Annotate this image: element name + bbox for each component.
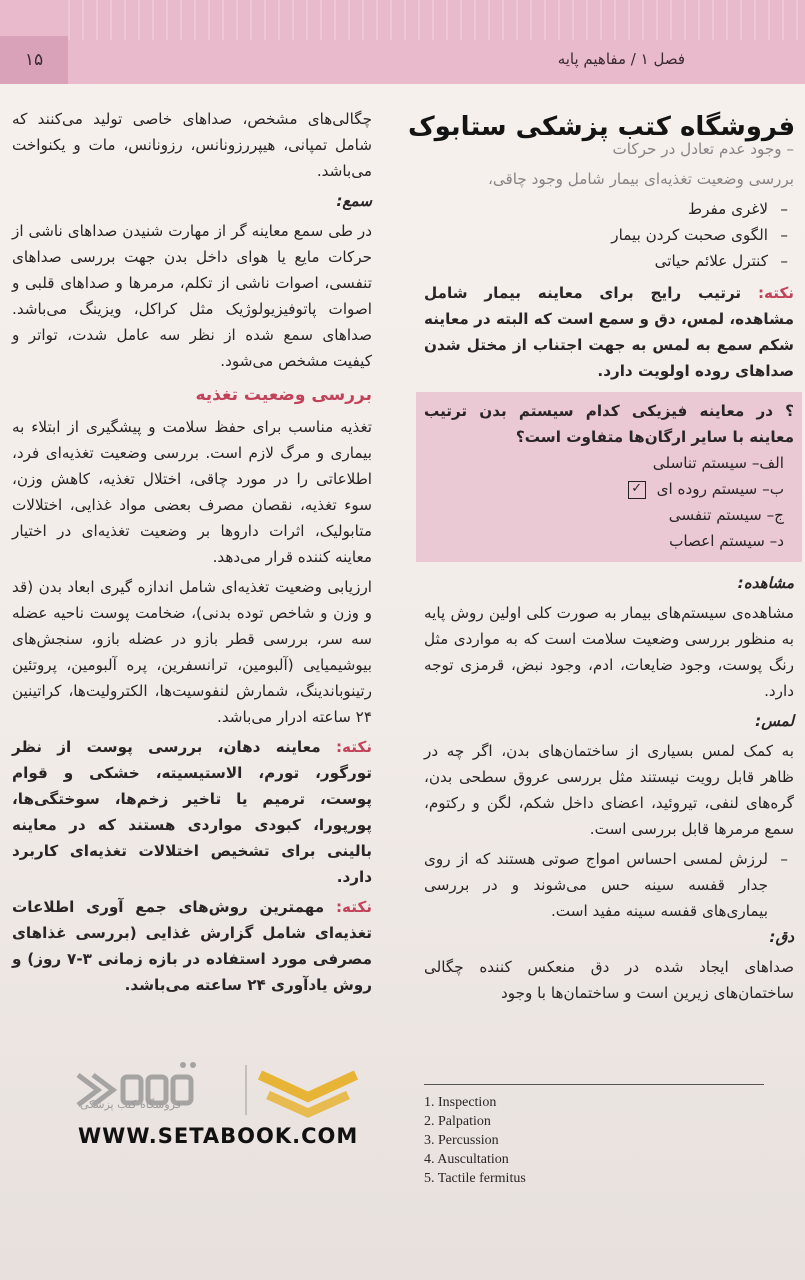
- inspection-paragraph: مشاهده‌ی سیستم‌های بیمار به صورت کلی اولین روش پایه به منظور بررسی وضعیت سلامت است که به مواردی مثل رنگ پوست، وجود ضایعات، ادم، وجود نبض، قرمزی توجه دارد.: [424, 604, 794, 700]
- note-block-2: [12, 894, 372, 998]
- header-ornament: [68, 0, 805, 40]
- logo-gold-mark: [260, 1075, 356, 1113]
- inspection-heading: مشاهده:: [737, 574, 794, 592]
- nutrition-paragraph-1: تغذیه مناسب برای حفظ سلامت و پیشگیری از ابتلاء به بیماری و مرگ لازم است. بررسی وضعیت تغذیه‌ای فرد، اطلاعاتی را در مورد چاقی، اختلال تغذیه، کاهش وزن، سوء تغذیه، نقصان مصرف بعضی مواد غذایی، اختلالات متابولیک، اثرات داروها بر وضعیت تغذیه‌ای در اختیار معاینه کننده قرار می‌دهد.: [12, 418, 372, 566]
- option-c: ج– سیستم تنفسی: [668, 506, 784, 524]
- note-label: نکته:: [757, 284, 794, 302]
- percussion-heading: دق:: [769, 928, 794, 946]
- footnotes: [424, 1084, 764, 1188]
- page-header: [0, 0, 805, 84]
- faded-line-2: بررسی وضعیت تغذیه‌ای بیمار شامل وجود چاقی،: [487, 170, 794, 188]
- auscultation-heading: سمع:: [336, 192, 372, 210]
- left-column: [12, 106, 372, 1002]
- bullet-item: – لاغری مفرط: [424, 196, 794, 222]
- note-block-3: [424, 280, 794, 384]
- note-text: ترتیب رایج برای معاینه بیمار شامل مشاهده، لمس، دق و سمع است که البته در معاینه شکم سمع به لمس به جهت اجتناب از مختل شدن صداهای روده اولویت دارد.: [424, 284, 794, 380]
- percussion-paragraph: صداهای ایجاد شده در دق منعکس کننده چگالی ساختمان‌های زیرین است و ساختمان‌ها با وجود: [424, 958, 794, 1002]
- note-block-1: [12, 734, 372, 890]
- right-column: [424, 106, 794, 1010]
- palpation-bullet: – لرزش لمسی احساس امواج صوتی هستند که از روی جدار قفسه سینه حس می‌شوند و در بررسی بیماری‌های قفسه سینه مفید است.: [424, 846, 794, 924]
- footnote-item: 3. Percussion: [424, 1133, 499, 1148]
- intro-paragraph: چگالی‌های مشخص، صداهای خاصی تولید می‌کنند که شامل تمپانی، هیپررزونانس، رزونانس، مات و یکنواخت می‌باشد.: [12, 110, 372, 180]
- nutrition-heading: بررسی وضعیت تغذیه: [195, 385, 372, 405]
- bullet-item: – الگوی صحبت کردن بیمار: [424, 222, 794, 248]
- palpation-paragraph: به کمک لمس بسیاری از ساختمان‌های بدن، اگر چه در ظاهر قابل رویت نیستند مثل بررسی عروق سطحی بدن، گره‌های لنفی، تیروئید، اعضای داخل شکم، لگن و رکتوم، سمع مرمرها قابل بررسی است.: [424, 742, 794, 838]
- faded-line-1: – وجود عدم تعادل در حرکات: [612, 140, 794, 158]
- note-label: نکته:: [335, 738, 372, 756]
- chapter-title: فصل ۱ / مفاهیم پایه: [557, 50, 685, 68]
- question-text: ؟ در معاینه فیزیکی کدام سیستم بدن ترتیب معاینه با سایر ارگان‌ها متفاوت است؟: [424, 402, 794, 446]
- nutrition-paragraph-2: ارزیابی وضعیت تغذیه‌ای شامل اندازه گیری ابعاد بدن (قد و وزن و شاخص توده بدنی)، ضخامت پوست ناحیه عضله سه سر، بررسی قطر بازو در عضله بازو، سنجش‌های بیوشیمیایی (آلبومین، ترانسفرین، پره آلبومین، پروتئین رتینوباندینگ، شمارش لنفوسیت‌ها، الکترولیت‌ها، کراتینین ۲۴ ساعته ادرار می‌باشد.: [12, 578, 372, 726]
- page-number: ۱۵: [0, 36, 68, 84]
- logo-caption: فروشگاه کتب پزشکی: [80, 1098, 181, 1111]
- option-b-label: ب– سیستم روده ای: [656, 480, 784, 498]
- footnote-item: 5. Tactile fermitus: [424, 1171, 526, 1186]
- option-a: الف– سیستم تناسلی: [652, 454, 784, 472]
- footnote-item: 1. Inspection: [424, 1095, 497, 1110]
- shop-watermark-title: فروشگاه کتب پزشکی ستابوک: [408, 112, 796, 142]
- bullet-item: – کنترل علائم حیاتی: [424, 248, 794, 274]
- auscultation-paragraph: در طی سمع معاینه گر از مهارت شنیدن صداهای ناشی از حرکات مایع یا هوای داخل بدن جهت بررسی صداهای تنفسی، اصوات ناشی از تکلم، مرمرها و صداهای قلبی و اصوات پاتوفیزیولوژیک مثل کراکل، ویزینگ می‌باشد. صداهای سمع شده از نظر سه عامل شدت، تواتر و کیفیت مشخص می‌شود.: [12, 222, 372, 370]
- footnote-item: 4. Auscultation: [424, 1152, 509, 1167]
- website-url: WWW.SETABOOK.COM: [78, 1124, 359, 1148]
- note-text: معاینه دهان، بررسی پوست از نظر تورگور، تورم، الاستیسیته، خشکی و قوام پوست، ترمیم یا تاخیر زخم‌ها، سوختگی‌ها، پورپورا، کبودی مواردی هستند که در معاینه بالینی برای تشخیص اختلالات تغذیه‌ای کاربرد دارد.: [12, 738, 372, 886]
- question-box: [416, 392, 802, 562]
- footnote-item: 2. Palpation: [424, 1114, 491, 1129]
- option-d: د– سیستم اعصاب: [669, 532, 784, 550]
- checkbox-correct-icon: ✓: [628, 481, 646, 499]
- option-b: [424, 476, 794, 502]
- note-label: نکته:: [335, 898, 373, 916]
- note-text: مهمترین روش‌های جمع آوری اطلاعات تغذیه‌ای شامل گزارش غذایی (بررسی غذاهای مصرفی مورد استفاده در بازه زمانی ۳-۷ روز) و روش یادآوری ۲۴ ساعته می‌باشد.: [12, 898, 372, 994]
- palpation-heading: لمس:: [755, 712, 794, 730]
